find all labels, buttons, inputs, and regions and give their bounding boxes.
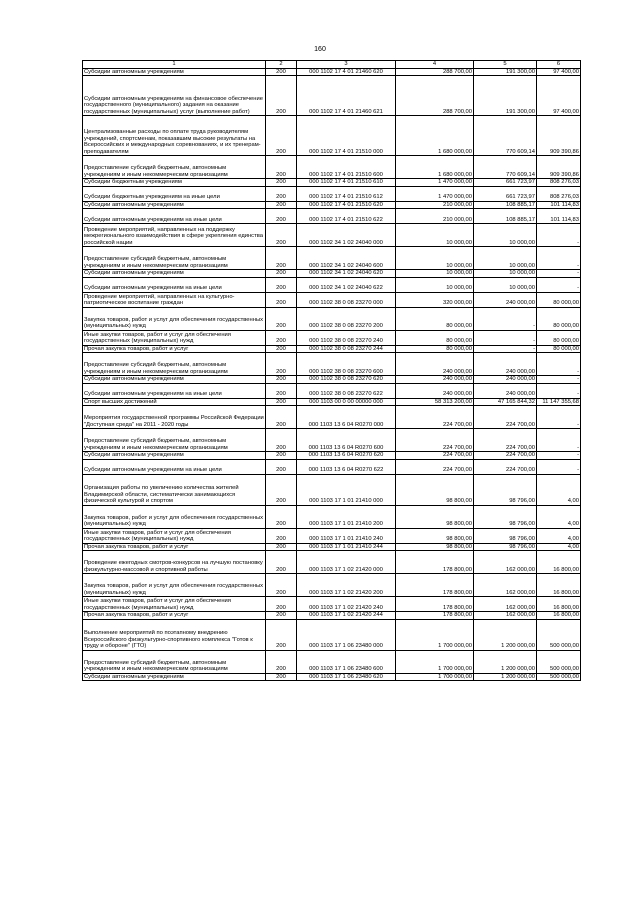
- row-name-cell: Выполнение мероприятий по поэтапному внедрению Всероссийского физкультурно-спортивного комплекса "Готов к труду и обороне" (ГТО): [83, 619, 266, 650]
- table-row: [83, 307, 581, 330]
- row-ksr-cell: 000 1102 38 0 08 23270 600: [297, 353, 396, 376]
- row-executed-cell: 1 200 000,00: [474, 673, 537, 681]
- table-row: [83, 270, 581, 278]
- row-code-cell: 200: [266, 68, 297, 76]
- table-row: [83, 76, 581, 116]
- table-row: [83, 376, 581, 384]
- row-name-cell: Предоставление субсидий бюджетным, автономным учреждениям и иным некоммерческим организациям: [83, 429, 266, 452]
- row-name-cell: Организация работы по увеличению количества жителей Владимирской области, систематически занимающихся физической культурой и спортом: [83, 474, 266, 505]
- row-remainder-cell: 16 800,00: [537, 574, 581, 597]
- row-remainder-cell: 909 390,86: [537, 156, 581, 179]
- row-total-cell: 1 470 000,00: [396, 179, 474, 187]
- row-total-cell: 224 700,00: [396, 406, 474, 429]
- row-total-cell: 98 800,00: [396, 505, 474, 528]
- row-total-cell: 224 700,00: [396, 452, 474, 460]
- row-code-cell: 200: [266, 474, 297, 505]
- row-total-cell: 98 800,00: [396, 543, 474, 551]
- row-code-cell: 200: [266, 353, 297, 376]
- table-row: [83, 398, 581, 406]
- table-row: [83, 68, 581, 76]
- row-name-cell: Проведение мероприятий, направленных на поддержку межрегионального взаимодействия в сфере укрепления единства российской нации: [83, 224, 266, 247]
- row-remainder-cell: 97 400,00: [537, 68, 581, 76]
- row-executed-cell: 770 609,14: [474, 156, 537, 179]
- row-code-cell: 200: [266, 116, 297, 156]
- row-ksr-cell: 000 1103 17 1 01 21410 244: [297, 543, 396, 551]
- row-code-cell: 200: [266, 452, 297, 460]
- row-code-cell: 200: [266, 543, 297, 551]
- row-total-cell: 80 000,00: [396, 307, 474, 330]
- row-remainder-cell: 101 114,83: [537, 201, 581, 209]
- row-remainder-cell: -: [537, 459, 581, 474]
- row-remainder-cell: 97 400,00: [537, 76, 581, 116]
- row-name-cell: Субсидии автономным учреждениям: [83, 270, 266, 278]
- row-remainder-cell: 4,00: [537, 543, 581, 551]
- table-row: [83, 650, 581, 673]
- row-ksr-cell: 000 1103 17 1 06 23480 000: [297, 619, 396, 650]
- row-remainder-cell: 4,00: [537, 474, 581, 505]
- table-row: [83, 179, 581, 187]
- row-name-cell: Мероприятия государственной программы Российской Федерации "Доступная среда" на 2011 - 2020 годы: [83, 406, 266, 429]
- row-remainder-cell: 909 390,86: [537, 116, 581, 156]
- row-total-cell: 1 700 000,00: [396, 650, 474, 673]
- row-code-cell: 200: [266, 209, 297, 224]
- row-code-cell: 200: [266, 330, 297, 345]
- row-name-cell: Субсидии автономным учреждениям на иные цели: [83, 459, 266, 474]
- row-name-cell: Субсидии автономным учреждениям: [83, 68, 266, 76]
- row-executed-cell: 240 000,00: [474, 292, 537, 307]
- row-remainder-cell: -: [537, 353, 581, 376]
- table-row: [83, 452, 581, 460]
- row-name-cell: Субсидии бюджетным учреждениям: [83, 179, 266, 187]
- row-code-cell: 200: [266, 376, 297, 384]
- row-ksr-cell: 000 1103 17 1 02 21420 200: [297, 574, 396, 597]
- row-code-cell: 200: [266, 270, 297, 278]
- row-name-cell: Иные закупки товаров, работ и услуг для обеспечения государственных (муниципальных) нужд: [83, 597, 266, 612]
- row-total-cell: 80 000,00: [396, 330, 474, 345]
- row-ksr-cell: 000 1103 13 6 04 R0270 622: [297, 459, 396, 474]
- row-remainder-cell: 4,00: [537, 528, 581, 543]
- row-remainder-cell: -: [537, 224, 581, 247]
- row-total-cell: 240 000,00: [396, 376, 474, 384]
- row-name-cell: Предоставление субсидий бюджетным, автономным учреждениям и иным некоммерческим организациям: [83, 156, 266, 179]
- row-ksr-cell: 000 1102 34 1 02 24040 600: [297, 247, 396, 270]
- row-ksr-cell: 000 1102 17 4 01 21510 610: [297, 179, 396, 187]
- row-ksr-cell: 000 1102 17 4 01 21510 622: [297, 209, 396, 224]
- row-executed-cell: 47 165 844,32: [474, 398, 537, 406]
- table-row: [83, 186, 581, 201]
- row-ksr-cell: 000 1103 17 1 06 23480 620: [297, 673, 396, 681]
- row-remainder-cell: 500 000,00: [537, 619, 581, 650]
- row-executed-cell: -: [474, 307, 537, 330]
- row-total-cell: 98 800,00: [396, 474, 474, 505]
- row-total-cell: 210 000,00: [396, 201, 474, 209]
- row-executed-cell: 98 796,00: [474, 474, 537, 505]
- table-row: [83, 459, 581, 474]
- table-row: [83, 116, 581, 156]
- row-remainder-cell: 16 800,00: [537, 597, 581, 612]
- row-ksr-cell: 000 1102 17 4 01 21510 612: [297, 186, 396, 201]
- row-ksr-cell: 000 1102 17 4 01 21510 600: [297, 156, 396, 179]
- row-name-cell: Субсидии автономным учреждениям: [83, 376, 266, 384]
- row-remainder-cell: 80 000,00: [537, 292, 581, 307]
- table-row: [83, 505, 581, 528]
- row-total-cell: 288 700,00: [396, 68, 474, 76]
- row-remainder-cell: -: [537, 270, 581, 278]
- column-header: 1: [83, 61, 266, 69]
- row-total-cell: 58 313 200,00: [396, 398, 474, 406]
- row-total-cell: 210 000,00: [396, 209, 474, 224]
- row-total-cell: 80 000,00: [396, 345, 474, 353]
- row-executed-cell: 224 700,00: [474, 459, 537, 474]
- row-remainder-cell: -: [537, 247, 581, 270]
- row-total-cell: 178 800,00: [396, 551, 474, 574]
- table-row: [83, 353, 581, 376]
- row-code-cell: 200: [266, 619, 297, 650]
- row-total-cell: 178 800,00: [396, 574, 474, 597]
- table-row: [83, 673, 581, 681]
- row-total-cell: 10 000,00: [396, 224, 474, 247]
- row-code-cell: 200: [266, 505, 297, 528]
- row-name-cell: Закупка товаров, работ и услуг для обеспечения государственных (муниципальных) нужд: [83, 307, 266, 330]
- row-ksr-cell: 000 1102 17 4 01 21460 620: [297, 68, 396, 76]
- row-code-cell: 200: [266, 459, 297, 474]
- table-row: [83, 247, 581, 270]
- row-total-cell: 178 800,00: [396, 612, 474, 620]
- row-code-cell: 200: [266, 574, 297, 597]
- row-name-cell: Субсидии автономным учреждениям на иные цели: [83, 277, 266, 292]
- table-row: [83, 156, 581, 179]
- row-ksr-cell: 000 1102 38 0 08 23270 620: [297, 376, 396, 384]
- row-code-cell: 200: [266, 224, 297, 247]
- row-executed-cell: 661 723,97: [474, 179, 537, 187]
- row-name-cell: Субсидии автономным учреждениям на финансовое обеспечение государственного (муниципального) задания на оказание государственных (муниципальных) услуг (выполнение работ): [83, 76, 266, 116]
- row-ksr-cell: 000 1102 17 4 01 21460 621: [297, 76, 396, 116]
- row-executed-cell: 162 000,00: [474, 551, 537, 574]
- row-total-cell: 1 700 000,00: [396, 673, 474, 681]
- row-ksr-cell: 000 1103 13 6 04 R0270 620: [297, 452, 396, 460]
- row-executed-cell: 162 000,00: [474, 612, 537, 620]
- row-executed-cell: 1 200 000,00: [474, 650, 537, 673]
- table-row: [83, 551, 581, 574]
- table-row: [83, 406, 581, 429]
- row-executed-cell: 224 700,00: [474, 406, 537, 429]
- table-row: [83, 292, 581, 307]
- row-total-cell: 240 000,00: [396, 353, 474, 376]
- row-executed-cell: 1 200 000,00: [474, 619, 537, 650]
- table-row: [83, 612, 581, 620]
- row-name-cell: Субсидии автономным учреждениям на иные цели: [83, 209, 266, 224]
- row-name-cell: Централизованные расходы по оплате труда руководителям учреждений, спортсменам, показавшим высокие результаты на Всероссийских и международных соревнованиях, и их тренерам-преподавателям: [83, 116, 266, 156]
- row-executed-cell: 10 000,00: [474, 224, 537, 247]
- row-executed-cell: 98 796,00: [474, 543, 537, 551]
- row-remainder-cell: 808 276,03: [537, 179, 581, 187]
- row-remainder-cell: 16 800,00: [537, 612, 581, 620]
- row-executed-cell: 162 000,00: [474, 597, 537, 612]
- row-ksr-cell: 000 1102 38 0 08 23270 244: [297, 345, 396, 353]
- row-total-cell: 10 000,00: [396, 277, 474, 292]
- row-executed-cell: 240 000,00: [474, 383, 537, 398]
- row-total-cell: 178 800,00: [396, 597, 474, 612]
- table-row: [83, 543, 581, 551]
- row-total-cell: 1 470 000,00: [396, 186, 474, 201]
- row-remainder-cell: 16 800,00: [537, 551, 581, 574]
- row-name-cell: Предоставление субсидий бюджетным, автономным учреждениям и иным некоммерческим организациям: [83, 353, 266, 376]
- table-row: [83, 474, 581, 505]
- row-total-cell: 98 800,00: [396, 528, 474, 543]
- row-remainder-cell: -: [537, 277, 581, 292]
- row-ksr-cell: 000 1102 38 0 08 23270 000: [297, 292, 396, 307]
- row-code-cell: 200: [266, 398, 297, 406]
- row-code-cell: 200: [266, 156, 297, 179]
- row-remainder-cell: -: [537, 383, 581, 398]
- row-code-cell: 200: [266, 186, 297, 201]
- row-remainder-cell: 80 000,00: [537, 307, 581, 330]
- row-name-cell: Прочая закупка товаров, работ и услуг: [83, 612, 266, 620]
- table-row: [83, 209, 581, 224]
- row-code-cell: 200: [266, 307, 297, 330]
- table-row: [83, 574, 581, 597]
- table-row: [83, 224, 581, 247]
- row-code-cell: 200: [266, 650, 297, 673]
- row-remainder-cell: 11 147 355,68: [537, 398, 581, 406]
- row-remainder-cell: 101 114,83: [537, 209, 581, 224]
- row-executed-cell: 108 885,17: [474, 201, 537, 209]
- row-code-cell: 200: [266, 406, 297, 429]
- row-executed-cell: 240 000,00: [474, 353, 537, 376]
- column-header: 6: [537, 61, 581, 69]
- row-code-cell: 200: [266, 201, 297, 209]
- row-name-cell: Субсидии бюджетным учреждениям на иные цели: [83, 186, 266, 201]
- row-ksr-cell: 000 1103 17 1 01 21410 200: [297, 505, 396, 528]
- row-ksr-cell: 000 1103 00 0 00 00000 000: [297, 398, 396, 406]
- row-ksr-cell: 000 1102 17 4 01 21510 620: [297, 201, 396, 209]
- row-name-cell: Субсидии автономным учреждениям на иные цели: [83, 383, 266, 398]
- row-code-cell: 200: [266, 612, 297, 620]
- row-ksr-cell: 000 1102 17 4 01 21510 000: [297, 116, 396, 156]
- row-remainder-cell: -: [537, 452, 581, 460]
- row-total-cell: 10 000,00: [396, 270, 474, 278]
- row-ksr-cell: 000 1103 13 6 04 R0270 600: [297, 429, 396, 452]
- row-executed-cell: 10 000,00: [474, 247, 537, 270]
- table-row: [83, 330, 581, 345]
- row-ksr-cell: 000 1103 17 1 01 21410 000: [297, 474, 396, 505]
- row-total-cell: 224 700,00: [396, 429, 474, 452]
- table-row: [83, 619, 581, 650]
- table-row: [83, 345, 581, 353]
- table-header-row: [83, 61, 581, 69]
- row-code-cell: 200: [266, 345, 297, 353]
- table-row: [83, 277, 581, 292]
- row-total-cell: 320 000,00: [396, 292, 474, 307]
- table-row: [83, 429, 581, 452]
- row-executed-cell: 191 300,00: [474, 76, 537, 116]
- row-ksr-cell: 000 1102 34 1 02 24040 622: [297, 277, 396, 292]
- page-number: 160: [314, 46, 326, 53]
- row-ksr-cell: 000 1102 38 0 08 23270 240: [297, 330, 396, 345]
- row-ksr-cell: 000 1102 38 0 08 23270 200: [297, 307, 396, 330]
- row-executed-cell: 10 000,00: [474, 270, 537, 278]
- row-executed-cell: 240 000,00: [474, 376, 537, 384]
- row-ksr-cell: 000 1103 17 1 06 23480 600: [297, 650, 396, 673]
- row-ksr-cell: 000 1102 34 1 02 24040 000: [297, 224, 396, 247]
- row-code-cell: 200: [266, 247, 297, 270]
- table-row: [83, 528, 581, 543]
- row-name-cell: Субсидии автономным учреждениям: [83, 452, 266, 460]
- row-name-cell: Проведение мероприятий, направленных на культурно-патриотическое воспитание граждан: [83, 292, 266, 307]
- row-ksr-cell: 000 1102 38 0 08 23270 622: [297, 383, 396, 398]
- row-executed-cell: -: [474, 345, 537, 353]
- row-name-cell: Прочая закупка товаров, работ и услуг: [83, 345, 266, 353]
- row-total-cell: 224 700,00: [396, 459, 474, 474]
- row-total-cell: 10 000,00: [396, 247, 474, 270]
- row-total-cell: 1 700 000,00: [396, 619, 474, 650]
- row-ksr-cell: 000 1103 17 1 01 21410 240: [297, 528, 396, 543]
- row-remainder-cell: 808 276,03: [537, 186, 581, 201]
- row-total-cell: 240 000,00: [396, 383, 474, 398]
- column-header: 2: [266, 61, 297, 69]
- row-executed-cell: 661 723,97: [474, 186, 537, 201]
- table-row: [83, 597, 581, 612]
- row-code-cell: 200: [266, 277, 297, 292]
- row-name-cell: Спорт высших достижений: [83, 398, 266, 406]
- row-name-cell: Предоставление субсидий бюджетным, автономным учреждениям и иным некоммерческим организациям: [83, 650, 266, 673]
- row-code-cell: 200: [266, 528, 297, 543]
- row-executed-cell: 224 700,00: [474, 452, 537, 460]
- row-executed-cell: 191 300,00: [474, 68, 537, 76]
- row-ksr-cell: 000 1103 17 1 02 21420 240: [297, 597, 396, 612]
- row-name-cell: Закупка товаров, работ и услуг для обеспечения государственных (муниципальных) нужд: [83, 574, 266, 597]
- row-name-cell: Субсидии автономным учреждениям: [83, 673, 266, 681]
- row-total-cell: 1 680 000,00: [396, 156, 474, 179]
- row-remainder-cell: 4,00: [537, 505, 581, 528]
- row-ksr-cell: 000 1103 17 1 02 21420 244: [297, 612, 396, 620]
- column-header: 4: [396, 61, 474, 69]
- row-name-cell: Предоставление субсидий бюджетным, автономным учреждениям и иным некоммерческим организациям: [83, 247, 266, 270]
- row-remainder-cell: 500 000,00: [537, 650, 581, 673]
- row-code-cell: 200: [266, 179, 297, 187]
- budget-table: [82, 60, 581, 681]
- row-executed-cell: 98 796,00: [474, 505, 537, 528]
- row-executed-cell: 98 796,00: [474, 528, 537, 543]
- row-remainder-cell: 80 000,00: [537, 330, 581, 345]
- row-ksr-cell: 000 1103 17 1 02 21420 000: [297, 551, 396, 574]
- row-executed-cell: 162 000,00: [474, 574, 537, 597]
- row-name-cell: Проведение ежегодных смотров-конкурсов на лучшую постановку физкультурно-массовой и спортивной работы: [83, 551, 266, 574]
- row-code-cell: 200: [266, 383, 297, 398]
- column-header: 5: [474, 61, 537, 69]
- row-remainder-cell: 80 000,00: [537, 345, 581, 353]
- row-code-cell: 200: [266, 597, 297, 612]
- row-code-cell: 200: [266, 76, 297, 116]
- row-total-cell: 288 700,00: [396, 76, 474, 116]
- row-executed-cell: 770 609,14: [474, 116, 537, 156]
- row-name-cell: Субсидии автономным учреждениям: [83, 201, 266, 209]
- row-code-cell: 200: [266, 429, 297, 452]
- row-name-cell: Иные закупки товаров, работ и услуг для обеспечения государственных (муниципальных) нужд: [83, 330, 266, 345]
- row-executed-cell: 224 700,00: [474, 429, 537, 452]
- row-remainder-cell: -: [537, 376, 581, 384]
- row-name-cell: Прочая закупка товаров, работ и услуг: [83, 543, 266, 551]
- table-row: [83, 383, 581, 398]
- row-remainder-cell: -: [537, 406, 581, 429]
- row-total-cell: 1 680 000,00: [396, 116, 474, 156]
- row-code-cell: 200: [266, 551, 297, 574]
- row-code-cell: 200: [266, 673, 297, 681]
- row-ksr-cell: 000 1102 34 1 02 24040 620: [297, 270, 396, 278]
- row-remainder-cell: -: [537, 429, 581, 452]
- row-ksr-cell: 000 1103 13 6 04 R0270 000: [297, 406, 396, 429]
- row-executed-cell: -: [474, 330, 537, 345]
- row-remainder-cell: 500 000,00: [537, 673, 581, 681]
- row-name-cell: Иные закупки товаров, работ и услуг для обеспечения государственных (муниципальных) нужд: [83, 528, 266, 543]
- table-row: [83, 201, 581, 209]
- row-executed-cell: 108 885,17: [474, 209, 537, 224]
- column-header: 3: [297, 61, 396, 69]
- row-executed-cell: 10 000,00: [474, 277, 537, 292]
- row-code-cell: 200: [266, 292, 297, 307]
- row-name-cell: Закупка товаров, работ и услуг для обеспечения государственных (муниципальных) нужд: [83, 505, 266, 528]
